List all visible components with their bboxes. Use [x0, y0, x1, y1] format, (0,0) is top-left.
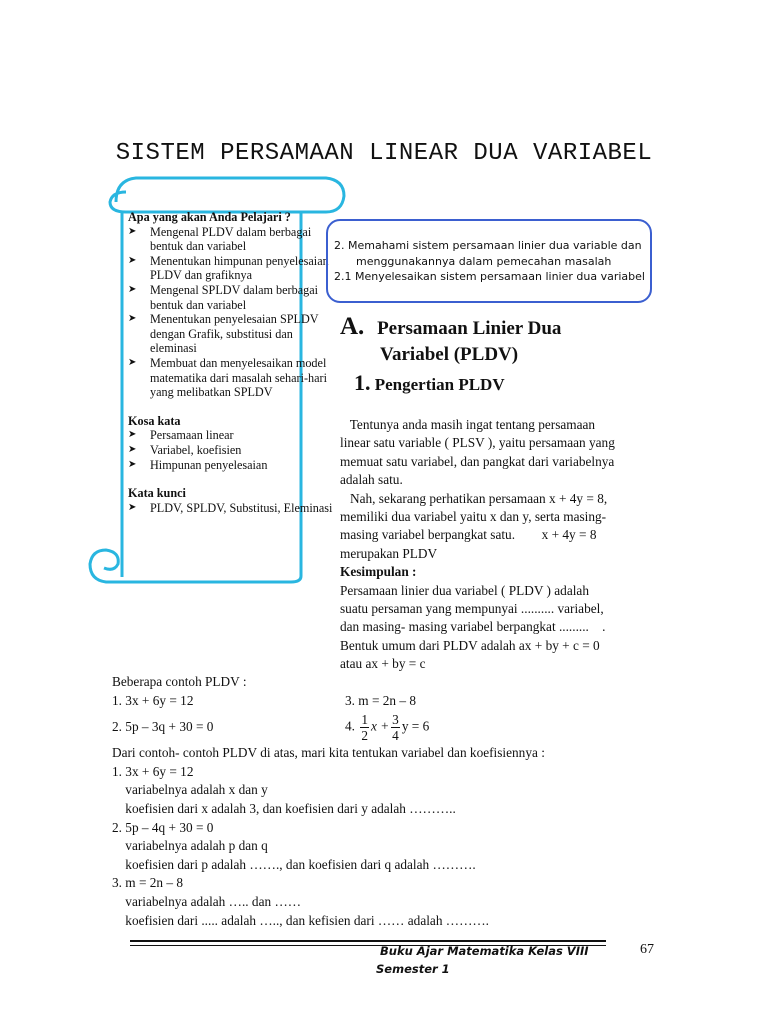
body-text	[340, 416, 670, 674]
objective-item: ➤ Mengenal SPLDV dalam berbagai bentuk dan variabel	[128, 283, 338, 312]
denominator: 2	[361, 727, 368, 743]
text-line: variabelnya adalah ….. dan ……	[112, 893, 302, 909]
examples-lead: Dari contoh- contoh PLDV di atas, mari kita tentukan variabel dan koefisiennya :	[112, 745, 545, 761]
competency-line: 2. Memahami sistem persamaan linier dua variable dan	[334, 239, 642, 252]
conclusion-heading: Kesimpulan :	[340, 564, 417, 580]
text-line: Tentunya anda masih ingat tentang persamaan	[340, 417, 596, 432]
objective-item: ➤ Menentukan penyelesaian SPLDV dengan Grafik, substitusi dan eleminasi	[128, 312, 338, 356]
example: 2. 5p – 3q + 30 = 0	[112, 718, 214, 734]
competency-text	[334, 238, 654, 285]
section-heading	[340, 314, 561, 368]
denominator: 4	[392, 727, 399, 743]
text-line: 1. 3x + 6y = 12	[112, 763, 194, 779]
text-line: Nah, sekarang perhatikan persamaan x + 4y = 8,	[340, 490, 608, 506]
text-line: suatu persaman yang mempunyai .......... variabel,	[340, 601, 604, 617]
keyword-item: ➤ PLDV, SPLDV, Substitusi, Eleminasi	[128, 501, 338, 516]
term: y = 6	[401, 718, 430, 734]
objective-item: ➤ Menentukan himpunan penyelesaian PLDV dan grafiknya	[128, 254, 338, 283]
text-line: 3. m = 2n – 8	[112, 875, 184, 891]
keywords-heading: Kata kunci	[128, 486, 186, 501]
subsection-title: Pengertian PLDV	[374, 375, 505, 394]
numerator: 3	[392, 711, 399, 727]
example: 3. m = 2n – 8	[345, 692, 417, 708]
subsection-heading	[354, 370, 505, 396]
text-line: koefisien dari x adalah 3, dan koefisien dari y adalah ………..	[112, 800, 456, 816]
text-line: variabelnya adalah p dan q	[112, 838, 268, 854]
text-line: koefisien dari ..... adalah ….., dan kefisien dari …… adalah ……….	[112, 912, 490, 928]
objective-item: ➤ Mengenal PLDV dalam berbagai bentuk dan variabel	[128, 225, 338, 254]
objectives-heading: Apa yang akan Anda Pelajari ?	[128, 210, 291, 224]
text-line: memuat satu variabel, dan pangkat dari variabelnya	[340, 453, 615, 469]
example-fraction	[345, 712, 429, 743]
text-line: koefisien dari p adalah ……., dan koefisien dari q adalah ……….	[112, 856, 476, 872]
text-line: Persamaan linier dua variabel ( PLDV ) adalah	[340, 582, 589, 598]
text-line: memiliki dua variabel yaitu x dan y, serta masing-	[340, 509, 607, 525]
subsection-number: 1.	[354, 370, 371, 395]
footer-semester: Semester 1	[376, 962, 450, 976]
section-title: Persamaan Linier Dua	[377, 318, 562, 339]
competency-line: 2.1 Menyelesaikan sistem persamaan linier dua variabel	[334, 270, 645, 283]
examples-section	[112, 673, 672, 930]
text-line: dan masing- masing variabel berpangkat ......... .	[340, 619, 606, 635]
text-line: linear satu variable ( PLSV ), yaitu persamaan yang	[340, 435, 615, 451]
examples-intro: Beberapa contoh PLDV :	[112, 674, 247, 689]
page-title: SISTEM PERSAMAAN LINEAR DUA VARIABEL	[115, 140, 653, 167]
term: x +	[370, 718, 390, 734]
vocabulary-heading: Kosa kata	[128, 413, 181, 428]
text-line: adalah satu.	[340, 472, 403, 488]
competency-line: menggunakannya dalam pemecahan masalah	[356, 254, 612, 268]
example-number: 4.	[345, 718, 355, 734]
text-line: 2. 5p – 4q + 30 = 0	[112, 819, 214, 835]
vocabulary-item: ➤ Himpunan penyelesaian	[128, 458, 338, 473]
text-line: merupakan PLDV	[340, 545, 438, 561]
text-line: atau ax + by = c	[340, 656, 426, 672]
footer-book-title: Buku Ajar Matematika Kelas VIII	[380, 944, 589, 958]
learning-objectives	[128, 210, 338, 515]
vocabulary-item: ➤ Persamaan linear	[128, 428, 338, 443]
page-number: 67	[640, 942, 654, 957]
example: 1. 3x + 6y = 12	[112, 692, 194, 708]
text-line: Bentuk umum dari PLDV adalah ax + by + c = 0	[340, 637, 600, 653]
text-line: masing variabel berpangkat satu. x + 4y = 8	[340, 527, 597, 543]
objective-item: ➤ Membuat dan menyelesaikan model matematika dari masalah sehari-hari yang melibatkan SPLDV	[128, 356, 338, 400]
numerator: 1	[361, 711, 368, 727]
text-line: variabelnya adalah x dan y	[112, 782, 268, 798]
section-title: Variabel (PLDV)	[380, 344, 519, 365]
vocabulary-item: ➤ Variabel, koefisien	[128, 443, 338, 458]
section-letter: A.	[340, 313, 365, 340]
